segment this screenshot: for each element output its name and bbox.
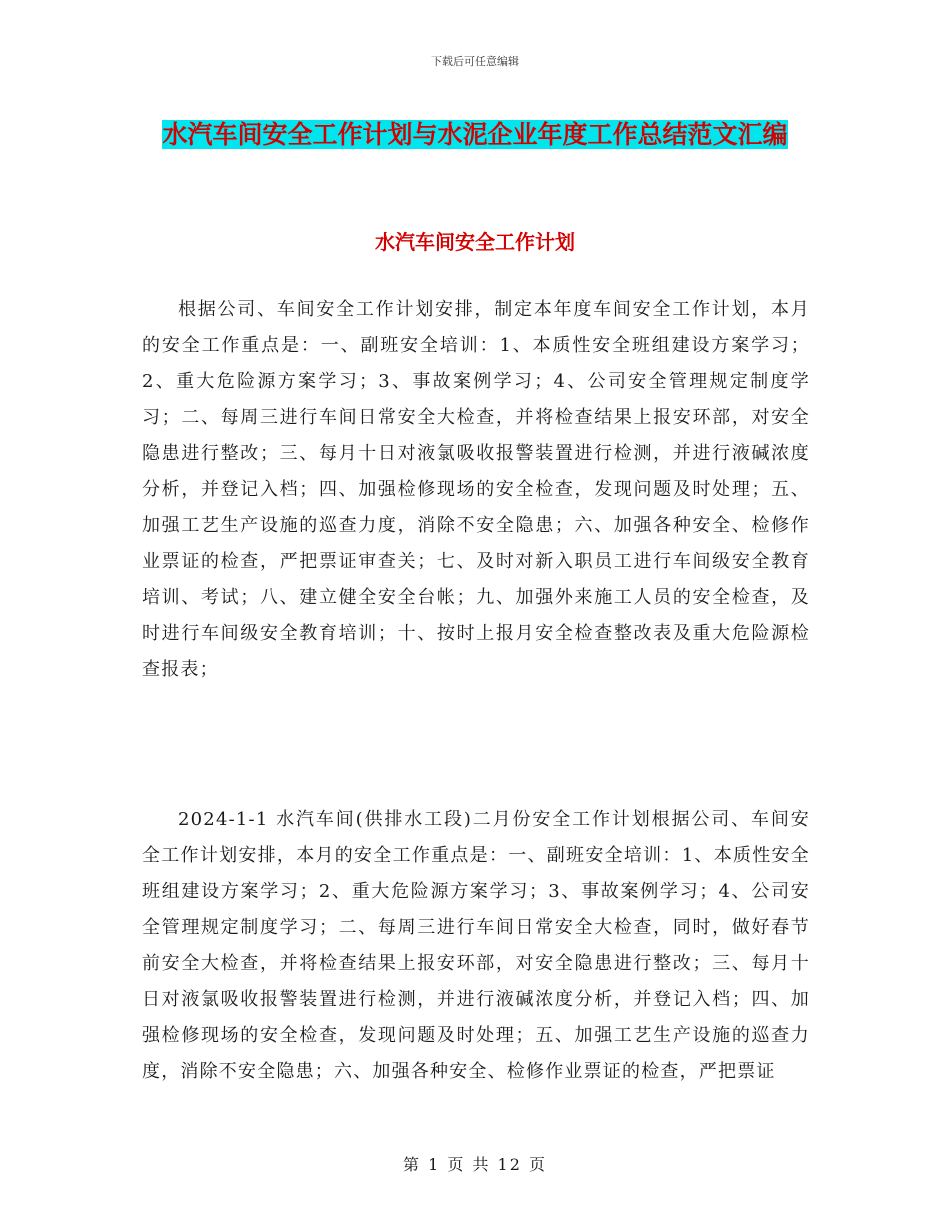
header-note: 下载后可任意编辑 [431,55,519,68]
body-paragraph: 根据公司、车间安全工作计划安排，制定本年度车间安全工作计划，本月的安全工作重点是：一、副班安全培训：1、本质性安全班组建设方案学习；2、重大危险源方案学习；3、事故案例学习；4、公司安全管理规定制度学习；二、每周三进行车间日常安全大检查，并将检查结果上报安环部，对安全隐患进行整改；三、每月十日对液氯吸收报警装置进行检测，并进行液碱浓度分析，并登记入档；四、加强检修现场的安全检查，发现问题及时处理；五、加强工艺生产设施的巡查力度，消除不安全隐患；六、加强各种安全、检修作业票证的检查，严把票证审查关；七、及时对新入职员工进行车间级安全教育培训、考试；八、建立健全安全台帐；九、加强外来施工人员的安全检查，及时进行车间级安全教育培训；十、按时上报月安全检查整改表及重大危险源检查报表； [142,299,810,680]
document-title [140,112,810,158]
page-footer: 第 1 页 共 12 页 [403,1155,547,1174]
body-paragraph: 2024-1-1 水汽车间(供排水工段)二月份安全工作计划根据公司、车间安全工作计划安排，本月的安全工作重点是：一、副班安全培训：1、本质性安全班组建设方案学习；2、重大危险源方案学习；3、事故案例学习；4、公司安全管理规定制度学习；二、每周三进行车间日常安全大检查，同时，做好春节前安全大检查，并将检查结果上报安环部，对安全隐患进行整改；三、每月十日对液氯吸收报警装置进行检测，并进行液碱浓度分析，并登记入档；四、加强检修现场的安全检查，发现问题及时处理；五、加强工艺生产设施的巡查力度，消除不安全隐患；六、加强各种安全、检修作业票证的检查，严把票证 [142,809,810,1082]
document-title-text: 水汽车间安全工作计划与水泥企业年度工作总结范文汇编 [162,120,788,149]
section-title: 水汽车间安全工作计划 [375,230,575,254]
